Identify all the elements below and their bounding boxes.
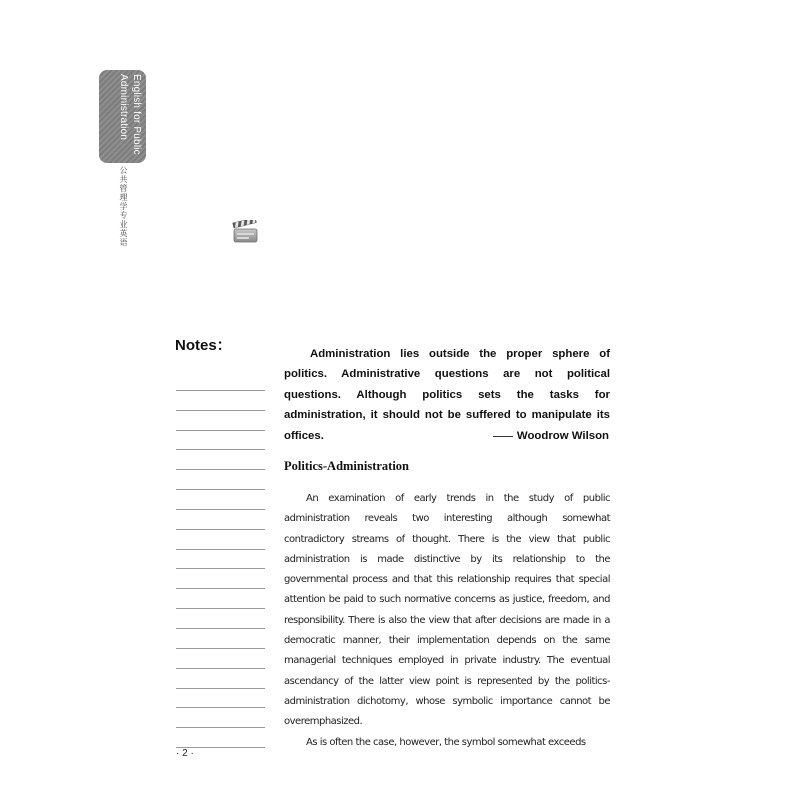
side-tab-title: English for Public Administration — [118, 74, 142, 155]
note-line — [176, 629, 265, 649]
epigraph-attribution — [493, 426, 609, 446]
note-line — [176, 431, 265, 451]
note-line — [176, 470, 265, 490]
note-line — [176, 708, 265, 728]
notes-title: Notes： — [175, 337, 232, 354]
section-heading: Politics-Administration — [284, 459, 409, 473]
epigraph-author: Woodrow Wilson — [516, 430, 609, 442]
note-line — [176, 609, 265, 629]
side-tab-subtitle: 公共管理学专业英语 — [119, 166, 128, 247]
note-line — [176, 490, 265, 510]
clapperboard-icon — [232, 220, 260, 244]
note-line — [176, 689, 265, 709]
note-line — [176, 530, 265, 550]
note-line — [176, 411, 265, 431]
body-text — [284, 489, 610, 753]
epigraph-quote: Administration lies outside the proper sphere of politics. Administrative questions are not political questions. Although politics sets the tasks for administration, it should not be suffered to manipulate its offices. — [284, 348, 610, 442]
note-line — [176, 550, 265, 570]
note-line — [176, 649, 265, 669]
note-line — [176, 569, 265, 589]
note-line — [176, 391, 265, 411]
page-number: · 2 · — [176, 748, 194, 759]
body-paragraph: As is often the case, however, the symbol somewhat exceeds — [306, 736, 586, 748]
note-line — [176, 728, 265, 748]
note-line — [176, 371, 265, 391]
note-line — [176, 669, 265, 689]
body-paragraph: An examination of early trends in the study of public administration reveals two interesting although somewhat contradictory streams of thought. There is the view that public administration is made distinctive by its relationship to the governmental process and that this relationship requires that special attention be paid to such normative concerns as justice, freedom, and responsibility. There is also the view that after decisions are made in a democratic manner, their implementation depends on the same managerial techniques employed in private industry. The eventual ascendancy of the latter view point is represented by the politics-administration dichotomy, whose symbolic importance cannot be overemphasized. — [284, 493, 610, 728]
notes-lines — [176, 371, 265, 748]
attribution-dash — [493, 436, 513, 437]
note-line — [176, 510, 265, 530]
note-line — [176, 589, 265, 609]
note-line — [176, 450, 265, 470]
